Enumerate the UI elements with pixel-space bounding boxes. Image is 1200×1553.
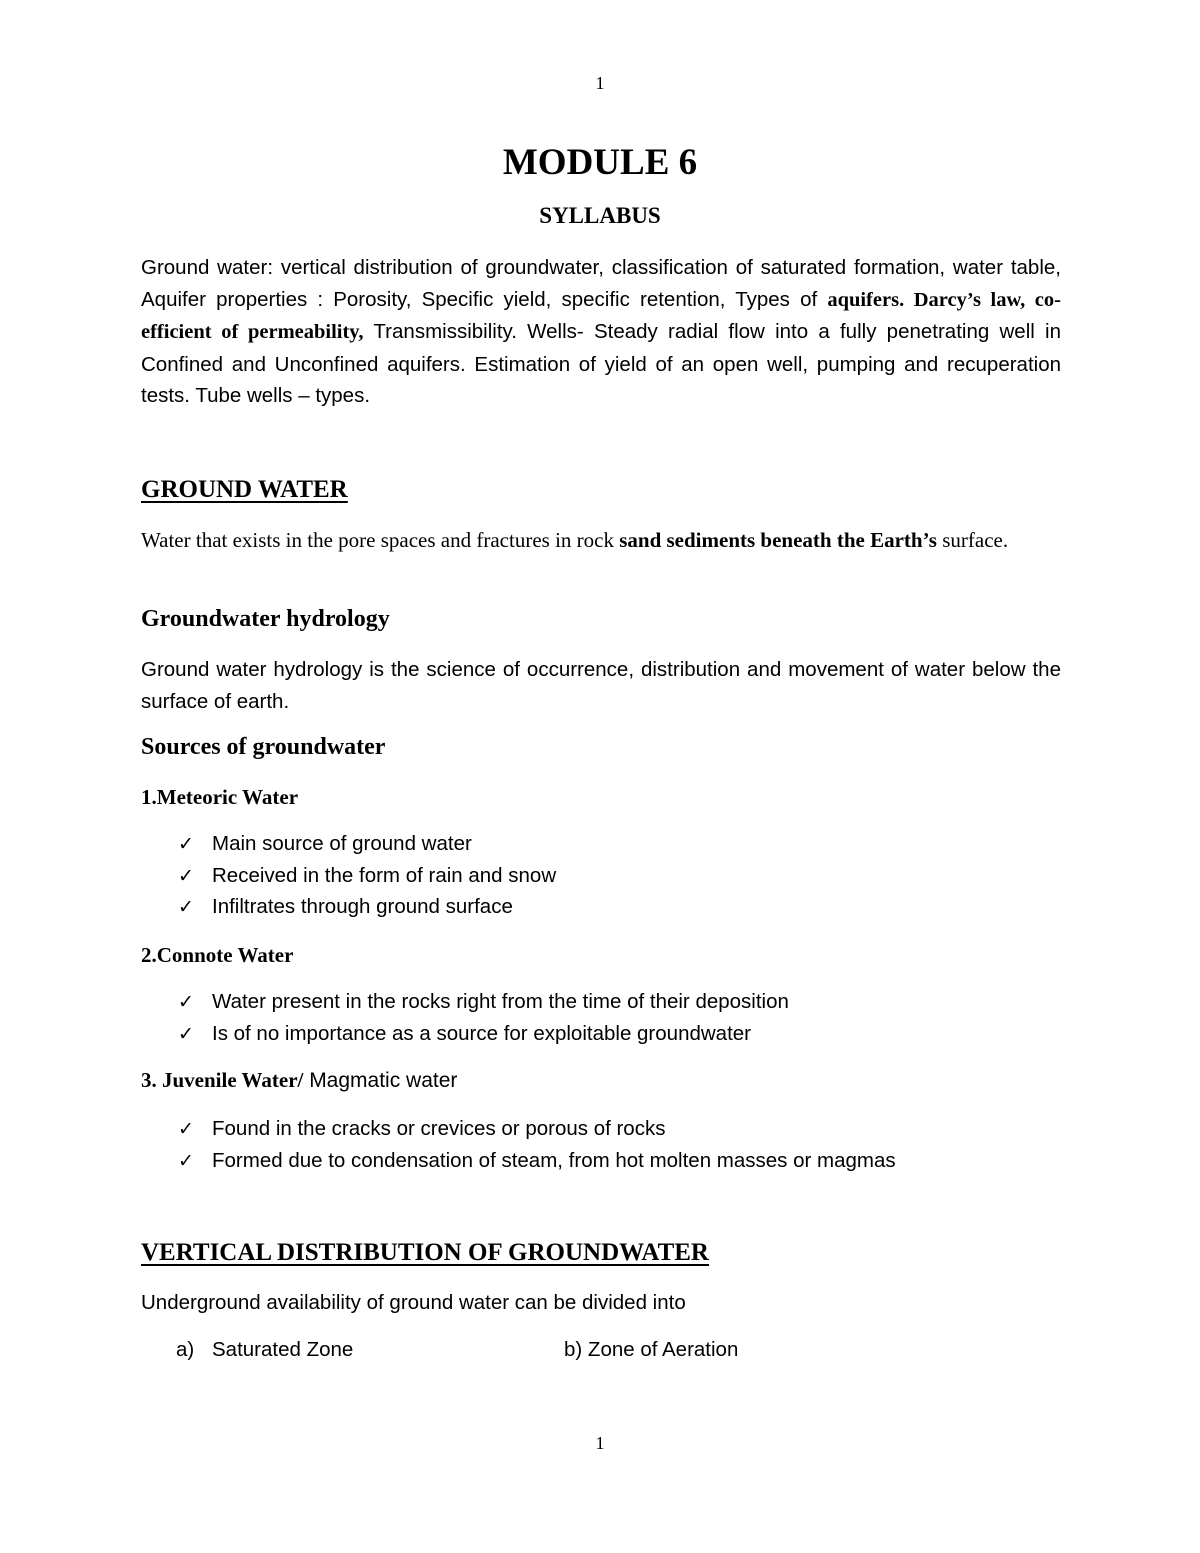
option-a-label: Saturated Zone [212, 1338, 354, 1361]
footer-page-number: 1 [595, 1433, 605, 1453]
check-icon: ✓ [178, 1149, 194, 1172]
check-icon: ✓ [178, 896, 194, 918]
list-item [178, 891, 556, 923]
ground-water-definition [141, 525, 1061, 557]
meteoric-list [178, 828, 556, 923]
ground-water-heading: GROUND WATER [141, 476, 348, 503]
juvenile-heading-plain: Magmatic water [303, 1069, 458, 1092]
list-item [178, 1113, 896, 1145]
ground-water-def-tail: surface. [936, 528, 1009, 552]
juvenile-list [178, 1113, 896, 1176]
juvenile-heading [141, 1068, 457, 1093]
juvenile-heading-bold: 3. Juvenile Water/ [141, 1068, 304, 1092]
check-icon: ✓ [178, 1022, 194, 1045]
option-a-marker: a) [176, 1338, 195, 1361]
list-item [178, 1145, 896, 1177]
vertical-distribution-heading: VERTICAL DISTRIBUTION OF GROUNDWATER [141, 1239, 709, 1266]
list-item-text: Main source of ground water [212, 832, 472, 855]
list-item [178, 986, 789, 1018]
check-icon: ✓ [178, 1118, 194, 1140]
list-item-text: Water present in the rocks right from the time of their deposition [212, 990, 789, 1013]
connote-list [178, 986, 789, 1049]
list-item-text: Received in the form of rain and snow [212, 863, 557, 887]
module-title: MODULE 6 [502, 142, 698, 183]
list-item-text: Found in the cracks or crevices or porous of rocks [212, 1117, 666, 1140]
ground-water-def-plain: Water that exists in the pore spaces and fractures in rock [141, 528, 614, 552]
list-item [178, 1018, 789, 1050]
list-item-text: Infiltrates through ground surface [212, 895, 513, 918]
syllabus-text-part1: Ground water: vertical distribution of groundwater, classification of saturated formation, water table, Aquifer properties : Porosity, Specific yield, specific retention, Types of [141, 256, 1061, 311]
hydrology-text: Ground water hydrology is the science of occurrence, distribution and movement of water below the surface of earth. [141, 658, 1061, 713]
syllabus-text-bold: aquifers. Darcy’s law, co-efficient of permeability, [141, 288, 1061, 343]
vertical-distribution-intro: Underground availability of ground water can be divided into [141, 1291, 686, 1314]
check-icon: ✓ [178, 864, 194, 887]
syllabus-paragraph [141, 252, 1061, 412]
meteoric-heading: 1.Meteoric Water [141, 785, 299, 809]
ground-water-def-bold: sand sediments beneath the Earth’s [613, 528, 937, 552]
list-item-text: Formed due to condensation of steam, from hot molten masses or magmas [212, 1148, 896, 1172]
connote-heading: 2.Connote Water [141, 943, 294, 967]
header-page-number: 1 [595, 73, 605, 93]
hydrology-heading: Groundwater hydrology [141, 606, 390, 632]
list-item [178, 860, 556, 892]
syllabus-text-part3: Transmissibility. Wells- Steady radial flow into a fully penetrating well in Confined and Unconfined aquifers. Estimation of yield of an open well, pumping and recuperation tests. Tube wells – types. [141, 320, 1061, 407]
sources-heading: Sources of groundwater [141, 734, 386, 760]
option-b: b) Zone of Aeration [564, 1338, 739, 1361]
syllabus-subtitle: SYLLABUS [539, 203, 661, 228]
list-item-text: Is of no importance as a source for exploitable groundwater [212, 1021, 751, 1045]
check-icon: ✓ [178, 833, 194, 855]
list-item [178, 828, 556, 860]
check-icon: ✓ [178, 991, 194, 1013]
option-a [176, 1338, 353, 1362]
